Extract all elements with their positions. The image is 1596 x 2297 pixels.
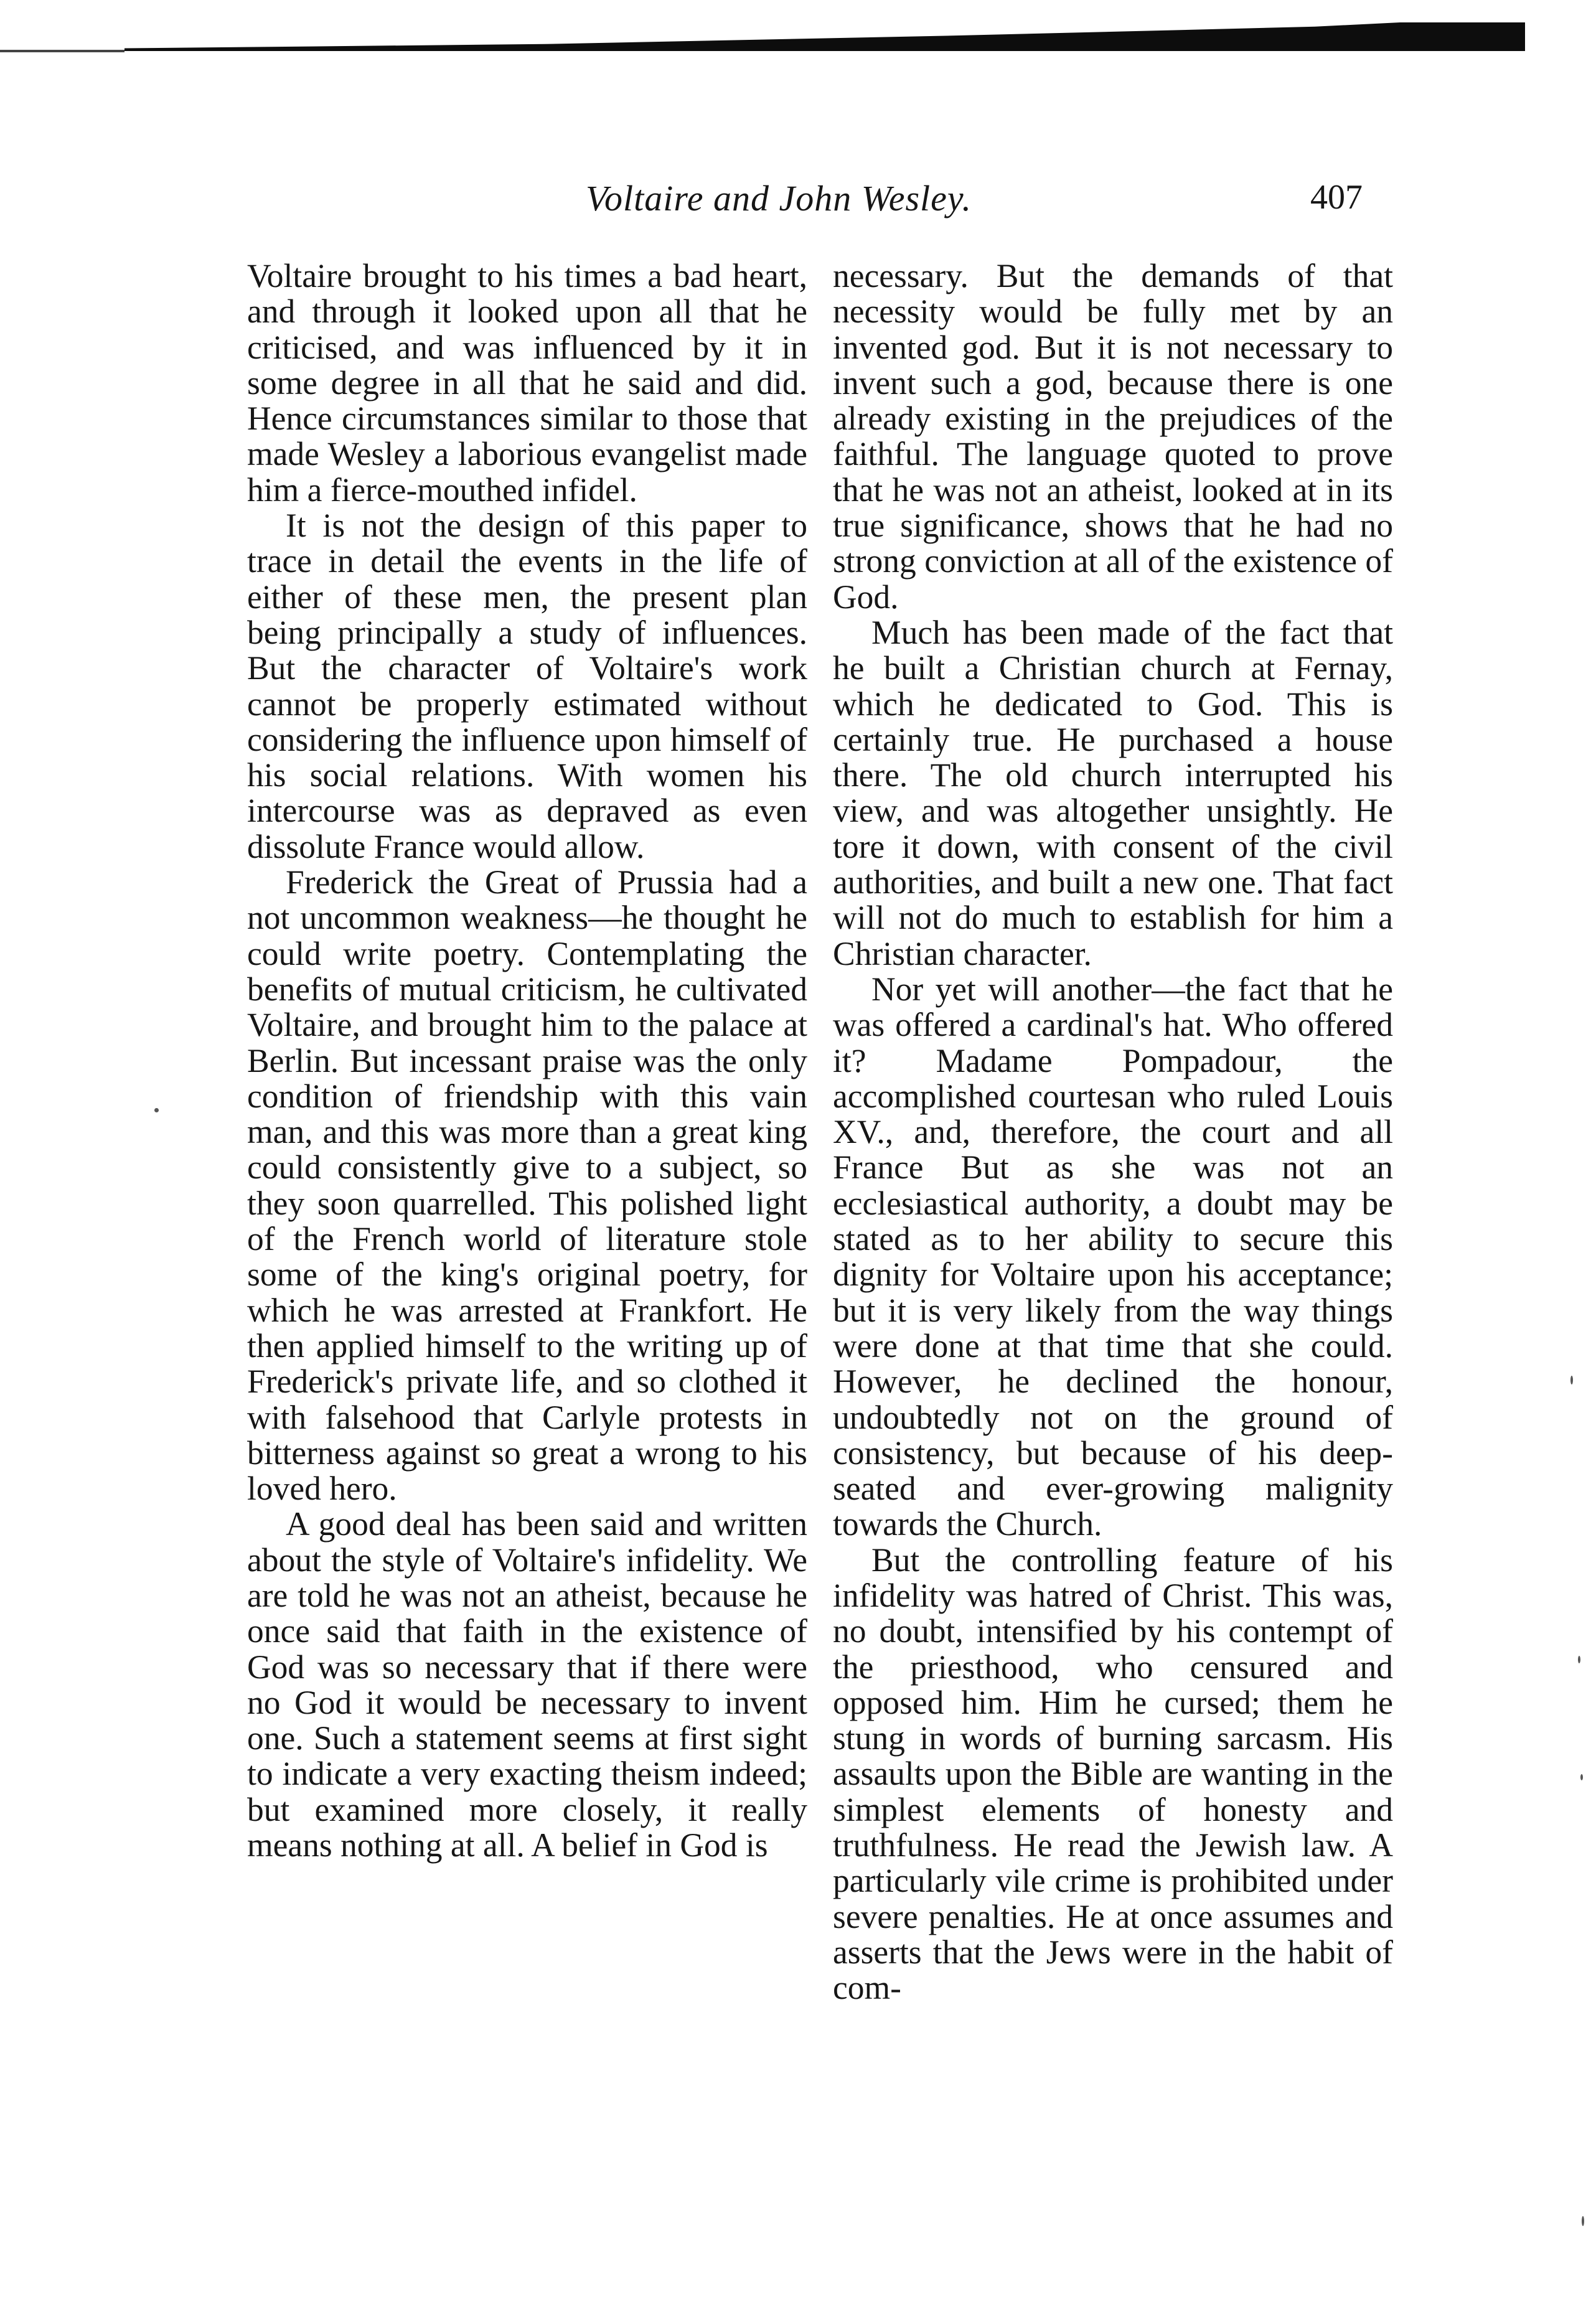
paragraph: Frederick the Great of Prussia had a not uncommon weakness—he thought he could write poetry. Contemplating the benefits of mutual criticism, he cultivated Voltaire, and brought him to the palace at Berlin. But incessant praise was the only condition of friendship with this vain man, and this was more than a great king could consistently give to a subject, so they soon quarrelled. This polished light of the French world of literature stole some of the king's original poetry, for which he was arrested at Frankfort. He then applied himself to the writing up of Frederick's private life, and so clothed it with falsehood that Carlyle protests in bitterness against so great a wrong to his loved hero. <box>247 863 807 1508</box>
paragraph: It is not the design of this paper to trace in detail the events in the life of either of these men, the present plan being principally a study of influences. But the character of Voltaire's work cannot be properly estimated without considering the influence upon himself of his social relations. With women his intercourse was as depraved as even dissolute France would allow. <box>247 507 807 865</box>
paragraph: Nor yet will another—the fact that he was offered a cardinal's hat. Who offered it? Madame Pompadour, the accomplished courtesan who ruled Louis XV., and, therefore, the court and all France But as she was not an ecclesiastical authority, a doubt may be stated as to her ability to secure this dignity for Voltaire upon his acceptance; but it is very likely from the way things were done at that time that she could. However, he declined the honour, undoubtedly not on the ground of consistency, but because of his deep-seated and ever-growing malignity towards the Church. <box>833 970 1393 1543</box>
scan-speck <box>1582 2216 1584 2226</box>
top-rule <box>124 16 1525 51</box>
paragraph: A good deal has been said and written about the style of Voltaire's infidelity. We are told he was not an atheist, because he once said that faith in the existence of God was so necessary that if there were no God it would be necessary to invent one. Such a statement seems at first sight to indicate a very exacting theism indeed; but examined more closely, it really means nothing at all. A belief in God is <box>247 1505 807 1864</box>
right-column <box>833 258 1393 2006</box>
scan-speck <box>1580 1774 1583 1780</box>
paragraph: necessary. But the demands of that necessity would be fully met by an invented god. But it is not necessary to invent such a god, because there is one already existing in the prejudices of the faithful. The language quoted to prove that he was not an atheist, looked at in its true significance, shows that he had no strong conviction at all of the existence of God. <box>833 257 1393 616</box>
scan-speck <box>1570 1376 1573 1384</box>
running-title: Voltaire and John Wesley. <box>586 178 972 218</box>
paragraph: But the controlling feature of his infidelity was hatred of Christ. This was, no doubt, intensified by his contempt of the priesthood, who censured and opposed him. Him he cursed; them he stung in words of burning sarcasm. His assaults upon the Bible are wanting in the simplest elements of honesty and truthfulness. He read the Jewish law. A particularly vile crime is prohibited under severe penalties. He at once assumes and asserts that the Jews were in the habit of com- <box>833 1541 1393 2007</box>
paragraph: Much has been made of the fact that he built a Christian church at Fernay, which he dedicated to God. This is certainly true. He purchased a house there. The old church interrupted his view, and was altogether unsightly. He tore it down, with consent of the civil authorities, and built a new one. That fact will not do much to establish for him a Christian character. <box>833 613 1393 972</box>
page-number: 407 <box>1310 178 1363 217</box>
scan-speck <box>154 1108 159 1112</box>
page-header <box>0 177 1596 227</box>
paragraph: Voltaire brought to his times a bad heart, and through it looked upon all that he criticised, and was influenced by it in some degree in all that he said and did. Hence circumstances similar to those that made Wesley a laborious evangelist made him a fierce-mouthed infidel. <box>247 257 807 509</box>
top-rule-left <box>0 50 124 52</box>
scan-speck <box>1578 1656 1580 1663</box>
left-column <box>247 258 807 1863</box>
